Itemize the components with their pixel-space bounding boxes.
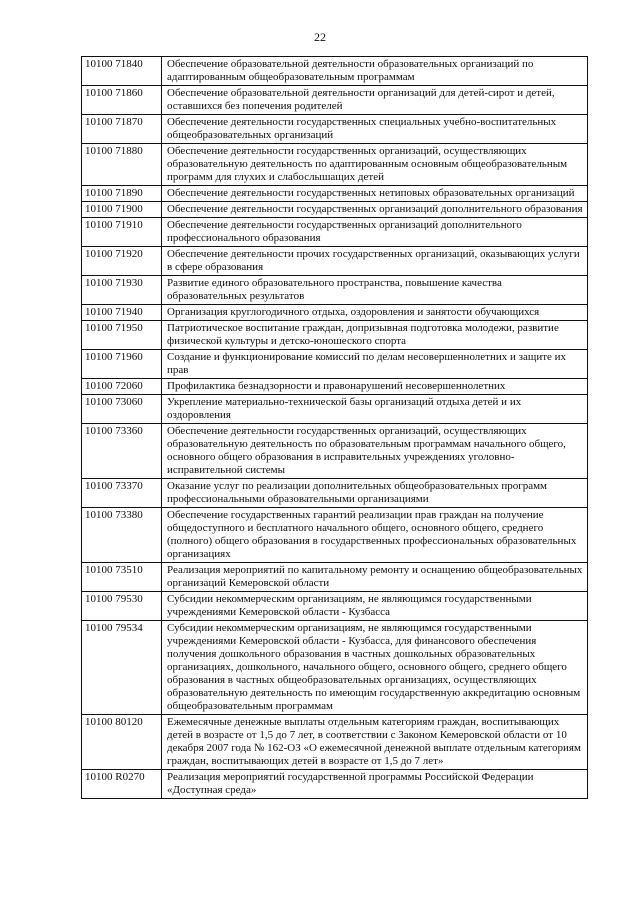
row-description: Обеспечение деятельности государственных нетиповых образовательных организаций: [162, 186, 588, 202]
row-code: 10100 79530: [82, 592, 162, 621]
table-row: [82, 276, 588, 305]
row-code: 10100 73510: [82, 563, 162, 592]
row-code: 10100 71880: [82, 144, 162, 186]
table-row: [82, 202, 588, 218]
row-description: Обеспечение деятельности государственных организаций дополнительного профессионального образования: [162, 218, 588, 247]
table-row: [82, 186, 588, 202]
table-row: [82, 592, 588, 621]
row-description: Субсидии некоммерческим организациям, не являющимся государственными учреждениями Кемеровской области - Кузбасса: [162, 592, 588, 621]
page-number: 22: [314, 30, 326, 44]
table-row: [82, 479, 588, 508]
table-row: [82, 563, 588, 592]
table-row: [82, 86, 588, 115]
row-description: Организация круглогодичного отдыха, оздоровления и занятости обучающихся: [162, 305, 588, 321]
row-description: Укрепление материально-технической базы организаций отдыха детей и их оздоровления: [162, 395, 588, 424]
row-description: Обеспечение деятельности прочих государственных организаций, оказывающих услуги в сфере образования: [162, 247, 588, 276]
row-code: 10100 72060: [82, 379, 162, 395]
row-description: Патриотическое воспитание граждан, допризывная подготовка молодежи, развитие физической культуры и детско-юношеского спорта: [162, 321, 588, 350]
table-row: [82, 621, 588, 715]
row-description: Обеспечение образовательной деятельности образовательных организаций по адаптированным общеобразовательным программам: [162, 57, 588, 86]
row-description: Обеспечение деятельности государственных организаций, осуществляющих образовательную деятельность по адаптированным основным общеобразовательным программ для глухих и слабослышащих детей: [162, 144, 588, 186]
row-code: 10100 73060: [82, 395, 162, 424]
table-row: [82, 144, 588, 186]
row-description: Обеспечение государственных гарантий реализации прав граждан на получение общедоступного и бесплатного начального общего, основного общего, среднего (полного) общего образования в государственных профессиональных образовательных организациях: [162, 508, 588, 563]
row-description: Субсидии некоммерческим организациям, не являющимся государственными учреждениями Кемеровской области - Кузбасса, для финансового обеспечения получения дошкольного образования в частных дошкольных образовательных организациях, дошкольного, начального общего, основного общего, среднего общего образования в частных общеобразовательных организациях, осуществляющих образовательную деятельность по имеющим государственную аккредитацию основным общеобразовательным программам: [162, 621, 588, 715]
table-row: [82, 321, 588, 350]
row-description: Создание и функционирование комиссий по делам несовершеннолетних и защите их прав: [162, 350, 588, 379]
row-code: 10100 71840: [82, 57, 162, 86]
row-code: 10100 71960: [82, 350, 162, 379]
table-row: [82, 218, 588, 247]
row-code: 10100 R0270: [82, 770, 162, 799]
row-description: Обеспечение деятельности государственных организаций дополнительного образования: [162, 202, 588, 218]
row-code: 10100 71940: [82, 305, 162, 321]
table-row: [82, 508, 588, 563]
row-description: Обеспечение деятельности государственных специальных учебно-воспитательных общеобразовательных организаций: [162, 115, 588, 144]
table-row: [82, 395, 588, 424]
row-description: Профилактика безнадзорности и правонарушений несовершеннолетних: [162, 379, 588, 395]
table-row: [82, 379, 588, 395]
table-row: [82, 715, 588, 770]
budget-codes-table-body: [82, 57, 588, 799]
row-code: 10100 71930: [82, 276, 162, 305]
table-row: [82, 770, 588, 799]
row-description: Обеспечение образовательной деятельности организаций для детей-сирот и детей, оставшихся без попечения родителей: [162, 86, 588, 115]
table-row: [82, 247, 588, 276]
row-description: Реализация мероприятий государственной программы Российской Федерации «Доступная среда»: [162, 770, 588, 799]
table-row: [82, 350, 588, 379]
row-code: 10100 71890: [82, 186, 162, 202]
budget-codes-table: [81, 56, 588, 799]
row-description: Развитие единого образовательного пространства, повышение качества образовательных результатов: [162, 276, 588, 305]
row-description: Обеспечение деятельности государственных организаций, осуществляющих образовательную деятельность по образовательным программам начального общего, основного общего образования в исправительных учреждениях уголовно-исправительной системы: [162, 424, 588, 479]
row-code: 10100 71860: [82, 86, 162, 115]
row-code: 10100 71920: [82, 247, 162, 276]
row-code: 10100 71870: [82, 115, 162, 144]
row-code: 10100 79534: [82, 621, 162, 715]
row-code: 10100 73380: [82, 508, 162, 563]
row-code: 10100 73360: [82, 424, 162, 479]
row-code: 10100 71950: [82, 321, 162, 350]
row-code: 10100 71910: [82, 218, 162, 247]
row-description: Ежемесячные денежные выплаты отдельным категориям граждан, воспитывающих детей в возрасте от 1,5 до 7 лет, в соответствии с Законом Кемеровской области от 10 декабря 2007 года № 162-ОЗ «О ежемесячной денежной выплате отдельным категориям граждан, воспитывающих детей в возрасте от 1,5 до 7 лет»: [162, 715, 588, 770]
table-row: [82, 115, 588, 144]
row-description: Реализация мероприятий по капитальному ремонту и оснащению общеобразовательных организаций Кемеровской области: [162, 563, 588, 592]
table-row: [82, 305, 588, 321]
table-row: [82, 57, 588, 86]
row-code: 10100 71900: [82, 202, 162, 218]
table-row: [82, 424, 588, 479]
row-code: 10100 80120: [82, 715, 162, 770]
row-description: Оказание услуг по реализации дополнительных общеобразовательных программ профессиональными образовательными организациями: [162, 479, 588, 508]
row-code: 10100 73370: [82, 479, 162, 508]
